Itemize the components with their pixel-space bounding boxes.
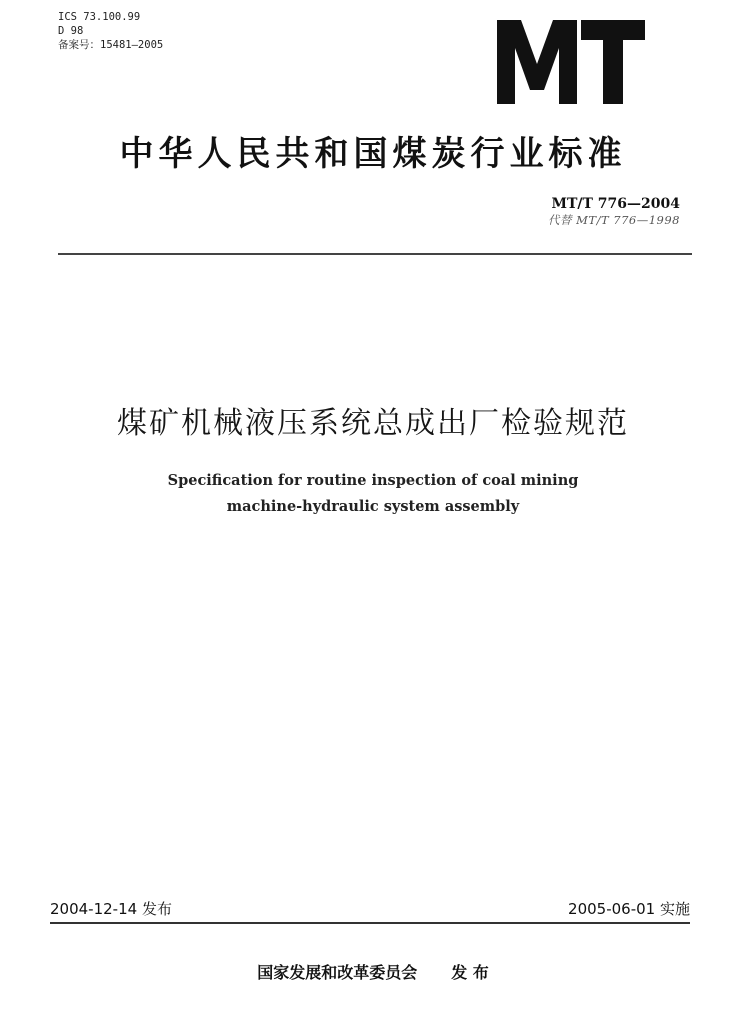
title-en-line-2: machine-hydraulic system assembly	[226, 498, 520, 515]
document-title-en	[0, 468, 746, 520]
issuer-line	[0, 960, 746, 983]
replaces-standard: 代替 MT/T 776—1998	[547, 213, 680, 227]
issue-word: 发 布	[451, 963, 489, 982]
document-title-cn: 煤矿机械液压系统总成出厂检验规范	[117, 406, 629, 441]
class-code: D 98	[58, 25, 84, 37]
issuing-authority: 国家发展和改革委员会	[257, 963, 418, 982]
ics-code: ICS 73.100.99	[58, 11, 141, 23]
publish-date: 2004-12-14 发布	[50, 900, 172, 918]
mt-logo	[497, 20, 645, 104]
implementation-date: 2005-06-01 实施	[568, 900, 690, 918]
classification-block	[58, 10, 163, 52]
standard-category-title: 中华人民共和国煤炭行业标准	[119, 134, 627, 174]
footer-divider	[50, 922, 690, 924]
record-number: 备案号：15481—2005	[58, 39, 164, 51]
title-en-line-1: Specification for routine inspection of coal mining	[167, 472, 579, 489]
standard-number-block	[548, 196, 680, 228]
standard-code: MT/T 776—2004	[551, 196, 680, 212]
header-divider	[58, 253, 692, 255]
